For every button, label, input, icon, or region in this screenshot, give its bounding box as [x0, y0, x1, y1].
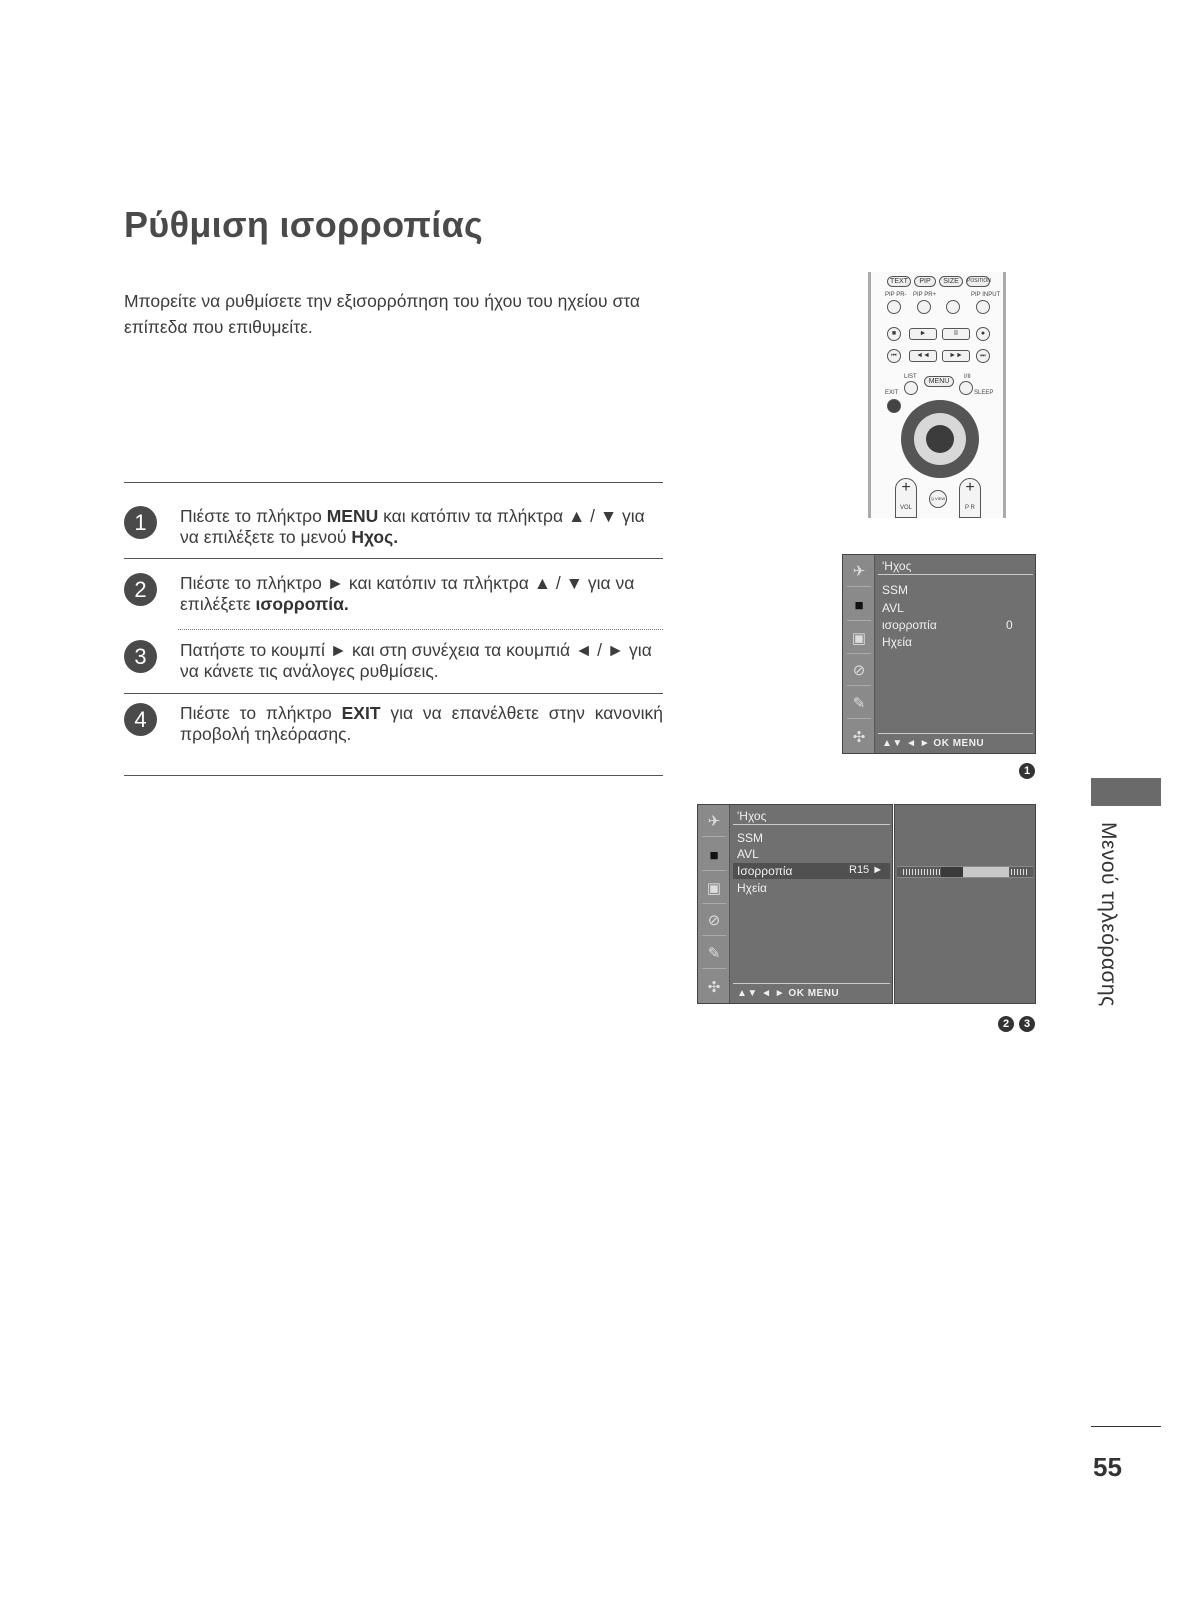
i-ii-label: I/II [964, 374, 971, 380]
ok-button [926, 425, 954, 453]
speaker-icon: ▣ [706, 880, 722, 897]
play-button: ► [909, 328, 937, 340]
pip-pr-minus-label: PIP PR- [885, 292, 907, 298]
osd-balance-value: R15 ► [849, 864, 884, 876]
intro-text: Μπορείτε να ρυθμίσετε την εξισορρόπηση του ήχου του ηχείου στα επίπεδα που επιθυμείτε. [124, 291, 641, 337]
page-number-rule [1091, 1426, 1161, 1427]
satellite-icon: ✈ [707, 813, 721, 830]
i-ii-button [959, 381, 973, 395]
divider [124, 693, 663, 694]
input-icon: ✣ [707, 979, 721, 996]
rewind-button: ◄◄ [909, 350, 937, 362]
osd-item-ssm: SSM [882, 583, 909, 597]
skip-forward-button: ⏭ [976, 349, 990, 363]
skip-back-button: ⏮ [887, 349, 901, 363]
fast-forward-button: ►► [942, 350, 970, 362]
list-label: LIST [904, 374, 917, 380]
navigation-dpad [901, 400, 979, 478]
pip-input-label: PIP INPUT [971, 292, 1001, 298]
osd-menu-title: 'Ηχος [737, 809, 767, 823]
menu-icon-column [843, 555, 875, 753]
step-number: 4 [124, 703, 157, 736]
osd-balance-value: 0 [1006, 618, 1013, 632]
balance-slider-ticks-left [903, 869, 941, 875]
menu-icon-column [698, 805, 730, 1003]
osd-footer-hints: ▲▼ ◄ ► OK MENU [737, 988, 840, 999]
pr-label: P R [965, 505, 975, 511]
divider [124, 558, 663, 559]
wrench-icon: ✎ [852, 695, 866, 712]
record-button: ● [976, 327, 990, 341]
divider-dotted [178, 629, 663, 630]
osd-menu-title: 'Ηχος [882, 559, 912, 573]
step-badge: 3 [1019, 1016, 1035, 1032]
balance-slider-knob [941, 867, 963, 877]
chapter-tab [1091, 778, 1161, 806]
osd-item-avl: AVL [737, 847, 759, 861]
input-icon: ✣ [852, 729, 866, 746]
round-button [917, 300, 931, 314]
remote-control-illustration [868, 272, 1006, 518]
wrench-icon: ✎ [707, 945, 721, 962]
step-badge: 2 [998, 1016, 1014, 1032]
osd-sound-menu-2 [697, 804, 893, 1004]
stop-button: ■ [887, 327, 901, 341]
volume-rocker: + [895, 478, 917, 518]
step-number: 3 [124, 640, 157, 673]
osd-footer-hints: ▲▼ ◄ ► OK MENU [882, 738, 985, 749]
round-button [887, 300, 901, 314]
exit-label: EXIT [885, 390, 899, 396]
pip-pr-plus-label: PIP PR+ [913, 292, 937, 298]
step-text: Πατήστε το κουμπί ► και στη συνέχεια τα κουμπιά ◄ / ► για να κάνετε τις ανάλογες ρυθμίσεις. [180, 640, 652, 681]
osd-item-ssm: SSM [737, 831, 764, 845]
osd-item-avl: AVL [882, 601, 904, 615]
osd-sound-menu-1 [842, 554, 1036, 754]
balance-slider-ticks-right [1011, 869, 1027, 875]
text-button: TEXT [887, 276, 911, 287]
osd-item-balance: Ισορροπία [737, 864, 793, 878]
exit-button [887, 399, 901, 413]
osd-item-speakers: Ηχεία [882, 635, 912, 649]
step-text: Πιέστε το πλήκτρο ► και κατόπιν τα πλήκτρα ▲ / ▼ για να επιλέξετε ισορροπία. [180, 573, 635, 614]
pip-button: PIP [914, 276, 936, 287]
position-button: POSITION [966, 276, 990, 287]
step-text: Πιέστε το πλήκτρο MENU και κατόπιν τα πλήκτρα ▲ / ▼ για να επιλέξετε το μενού Ηχος. [180, 506, 645, 547]
menu-button: MENU [924, 376, 954, 387]
list-button [904, 381, 918, 395]
clock-icon: ⊘ [852, 662, 866, 679]
osd-item-balance: ισορροπία [882, 618, 937, 632]
clock-icon: ⊘ [707, 912, 721, 929]
page-title: Ρύθμιση ισορροπίας [124, 204, 484, 245]
satellite-icon: ✈ [852, 563, 866, 580]
vol-label: VOL [900, 505, 913, 511]
picture-icon: ■ [854, 597, 864, 614]
pause-button: II [942, 328, 970, 340]
round-button [946, 300, 960, 314]
page-number: 55 [1093, 1452, 1122, 1482]
divider [124, 775, 663, 776]
step-text: Πιέστε το πλήκτρο EXIT για να επανέλθετε στην κανονική προβολή τηλεόρασης. [180, 703, 664, 744]
balance-adjust-panel [894, 804, 1036, 1004]
picture-icon: ■ [709, 847, 719, 864]
speaker-icon: ▣ [851, 630, 867, 647]
osd-item-speakers: Ηχεία [737, 881, 767, 895]
programme-rocker: + [959, 478, 981, 518]
round-button [976, 300, 990, 314]
chapter-label: Μενού τηλεόρασης [1097, 822, 1120, 1007]
size-button: SIZE [939, 276, 963, 287]
divider [124, 482, 663, 483]
step-number: 1 [124, 506, 157, 539]
step-number: 2 [124, 573, 157, 606]
sleep-label: SLEEP [974, 390, 994, 396]
step-badge: 1 [1019, 763, 1035, 779]
balance-slider-fill [963, 867, 1009, 877]
q-view-button: Q.VIEW [929, 490, 947, 508]
